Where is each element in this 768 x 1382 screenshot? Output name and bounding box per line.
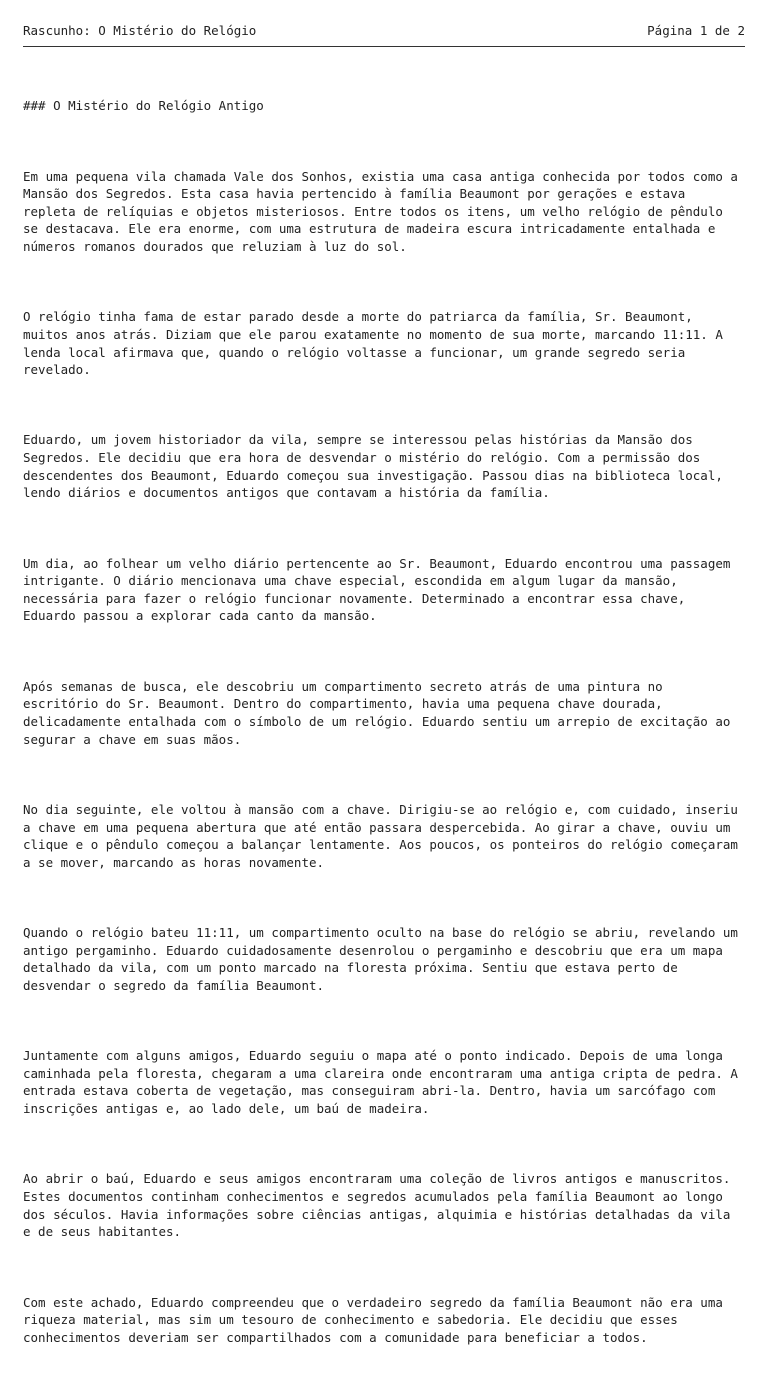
paragraph: Juntamente com alguns amigos, Eduardo seguiu o mapa até o ponto indicado. Depois de uma longa caminhada pela floresta, chegaram a uma clareira onde encontraram uma antiga cripta de pedra. A entrada estava coberta de vegetação, mas conseguiram abri-la. Dentro, havia um sarcófago com inscrições antigas e, ao lado dele, um baú de madeira. [23, 1048, 738, 1117]
paragraph: Após semanas de busca, ele descobriu um compartimento secreto atrás de uma pintura no escritório do Sr. Beaumont. Dentro do compartimento, havia uma pequena chave dourada, delicadamente entalhada com o símbolo de um relógio. Eduardo sentiu um arrepio de excitação ao segurar a chave em suas mãos. [23, 678, 731, 747]
paragraph: Quando o relógio bateu 11:11, um compartimento oculto na base do relógio se abriu, revelando um antigo pergaminho. Eduardo cuidadosamente desenrolou o pergaminho e descobriu que era um mapa detalhado da vila, com um ponto marcado na floresta próxima. Sentiu que estava perto de desvendar o segredo da família Beaumont. [23, 925, 738, 993]
paragraph: Um dia, ao folhear um velho diário pertencente ao Sr. Beaumont, Eduardo encontrou uma passagem intrigante. O diário mencionava uma chave especial, escondida em algum lugar da mansão, necessária para fazer o relógio funcionar novamente. Determinado a encontrar essa chave, Eduardo passou a explorar cada canto da mansão. [23, 555, 731, 624]
section-heading: ### O Mistério do Relógio Antigo [23, 98, 264, 114]
page-header [23, 22, 745, 47]
paragraph: Eduardo, um jovem historiador da vila, sempre se interessou pelas histórias da Mansão dos Segredos. Ele decidiu que era hora de desvendar o mistério do relógio. Com a permissão dos descendentes dos Beaumont, Eduardo começou sua investigação. Passou dias na biblioteca local, lendo diários e documentos antigos que contavam a história da família. [23, 432, 723, 501]
paragraph: Em uma pequena vila chamada Vale dos Sonhos, existia uma casa antiga conhecida por todos como a Mansão dos Segredos. Esta casa havia pertencido à família Beaumont por gerações e estava repleta de relíquias e objetos misteriosos. Entre todos os itens, um velho relógio de pêndulo se destacava. Ele era enorme, com uma estrutura de madeira escura intricadamente entalhada e números romanos dourados que reluziam à luz do sol. [23, 168, 738, 254]
paragraph: Ao abrir o baú, Eduardo e seus amigos encontraram uma coleção de livros antigos e manuscritos. Estes documentos continham conhecimentos e segredos acumulados pela família Beaumont ao longo dos séculos. Havia informações sobre ciências antigas, alquimia e histórias detalhadas da vila e de seus habitantes. [23, 1171, 731, 1240]
paragraph: No dia seguinte, ele voltou à mansão com a chave. Dirigiu-se ao relógio e, com cuidado, inseriu a chave em uma pequena abertura que até então passara despercebida. Ao girar a chave, ouviu um clique e o pêndulo começou a balançar lentamente. Aos poucos, os ponteiros do relógio começaram a se mover, marcando as horas novamente. [23, 801, 738, 870]
page-indicator: Página 1 de 2 [647, 23, 745, 38]
paragraph: O relógio tinha fama de estar parado desde a morte do patriarca da família, Sr. Beaumont, muitos anos atrás. Diziam que ele parou exatamente no momento de sua morte, marcando 11:11. A lenda local afirmava que, quando o relógio voltasse a funcionar, um grande segredo seria revelado. [23, 309, 723, 378]
document-title: Rascunho: O Mistério do Relógio [23, 23, 257, 38]
paragraph: Com este achado, Eduardo compreendeu que o verdadeiro segredo da família Beaumont não era uma riqueza material, mas sim um tesouro de conhecimento e sabedoria. Ele decidiu que esses conhecimentos deveriam ser compartilhados com a comunidade para beneficiar a todos. [23, 1294, 723, 1345]
document-body [23, 62, 747, 1382]
